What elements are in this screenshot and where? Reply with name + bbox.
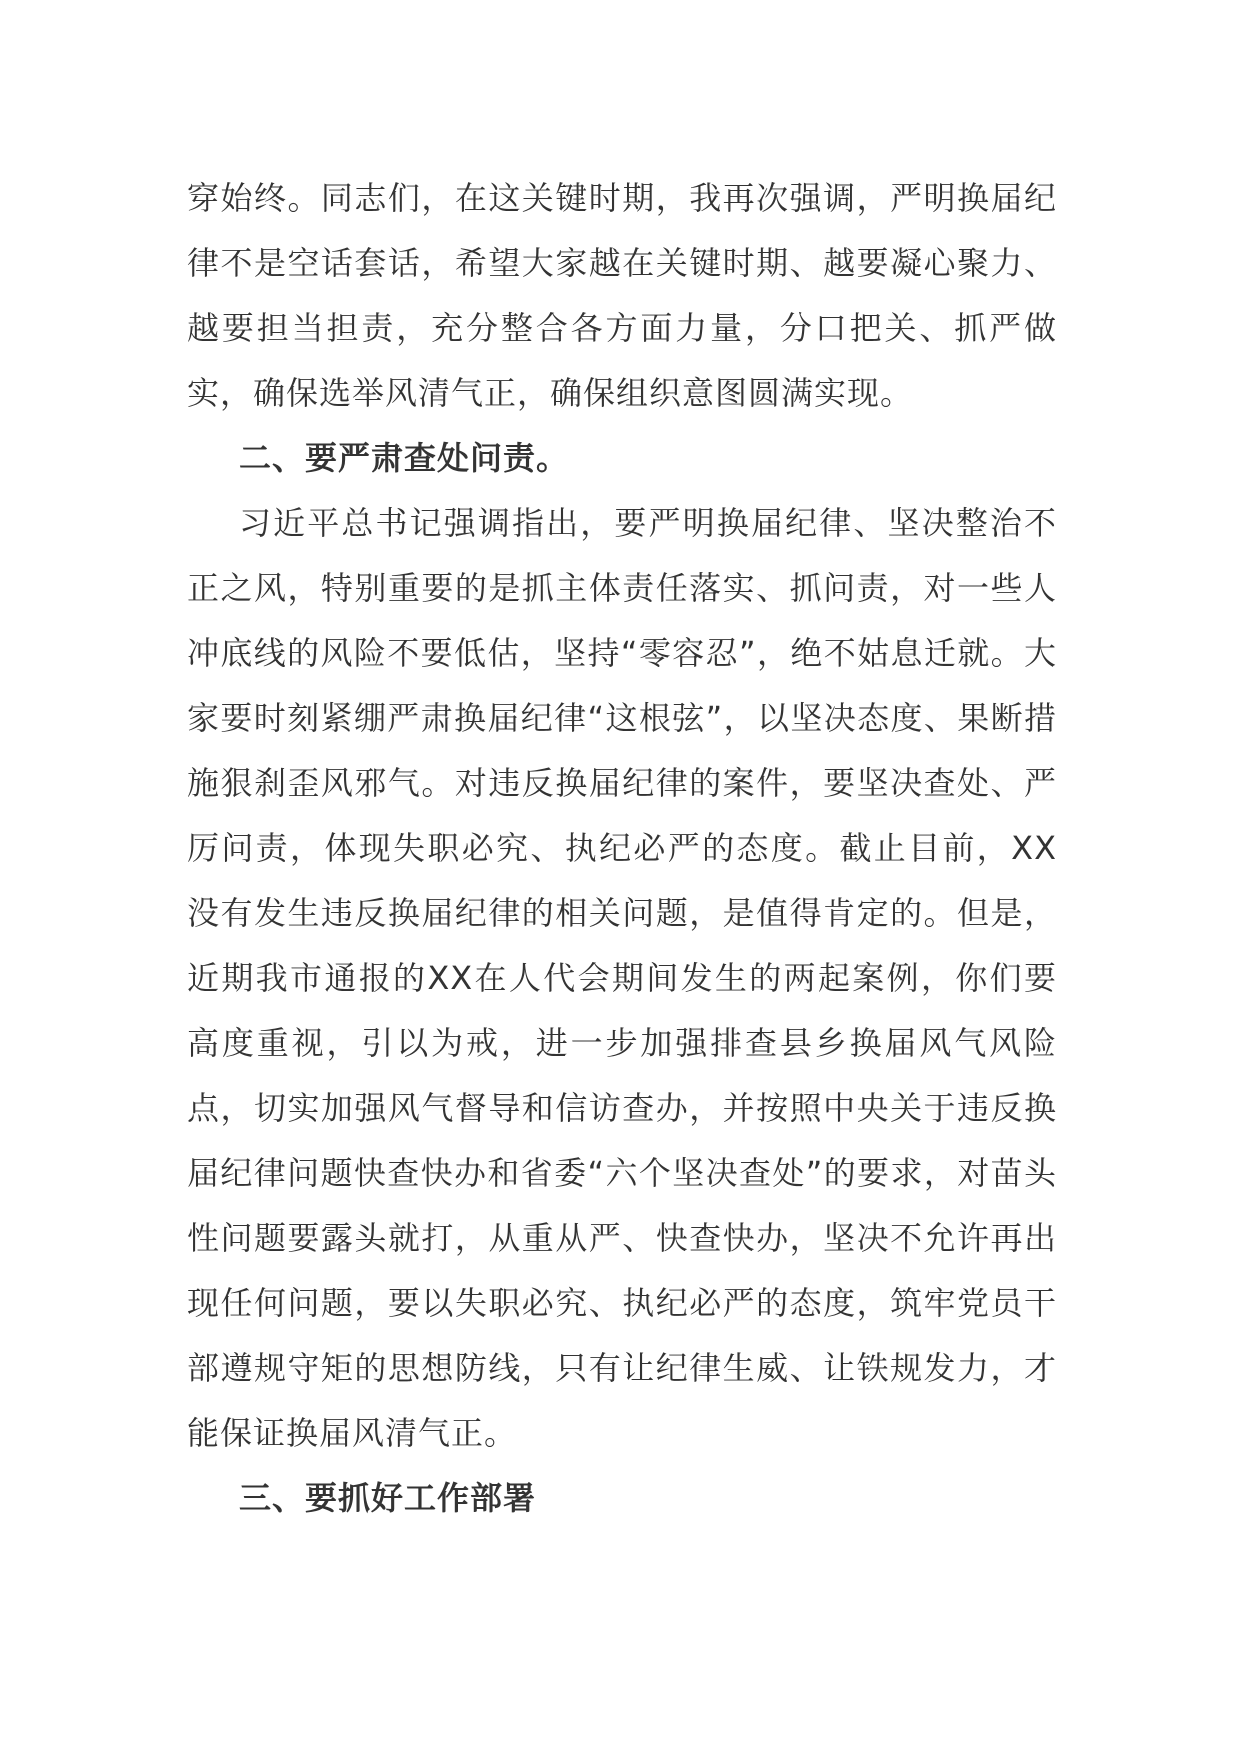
section-heading: 二、要严肃查处问责。 (239, 439, 570, 477)
body-paragraph: 穿始终。同志们，在这关键时期，我再次强调，严明换届纪律不是空话套话，希望大家越在关键时期、越要凝心聚力、越要担当担责，充分整合各方面力量，分口把关、抓严做实，确保选举风清气正，确保组织意图圆满实现。 (187, 179, 1057, 412)
document-page (187, 166, 1057, 1531)
body-paragraph: 习近平总书记强调指出，要严明换届纪律、坚决整治不正之风，特别重要的是抓主体责任落实、抓问责，对一些人冲底线的风险不要低估，坚持“零容忍”，绝不姑息迁就。大家要时刻紧绷严肃换届纪律“这根弦”，以坚决态度、果断措施狠刹歪风邪气。对违反换届纪律的案件，要坚决查处、严厉问责，体现失职必究、执纪必严的态度。截止目前，XX没有发生违反换届纪律的相关问题，是值得肯定的。但是，近期我市通报的XX在人代会期间发生的两起案例，你们要高度重视，引以为戒，进一步加强排查县乡换届风气风险点，切实加强风气督导和信访查办，并按照中央关于违反换届纪律问题快查快办和省委“六个坚决查处”的要求，对苗头性问题要露头就打，从重从严、快查快办，坚决不允许再出现任何问题，要以失职必究、执纪必严的态度，筑牢党员干部遵规守矩的思想防线，只有让纪律生威、让铁规发力，才能保证换届风清气正。 (187, 504, 1057, 1452)
section-heading: 三、要抓好工作部署 (239, 1479, 537, 1517)
